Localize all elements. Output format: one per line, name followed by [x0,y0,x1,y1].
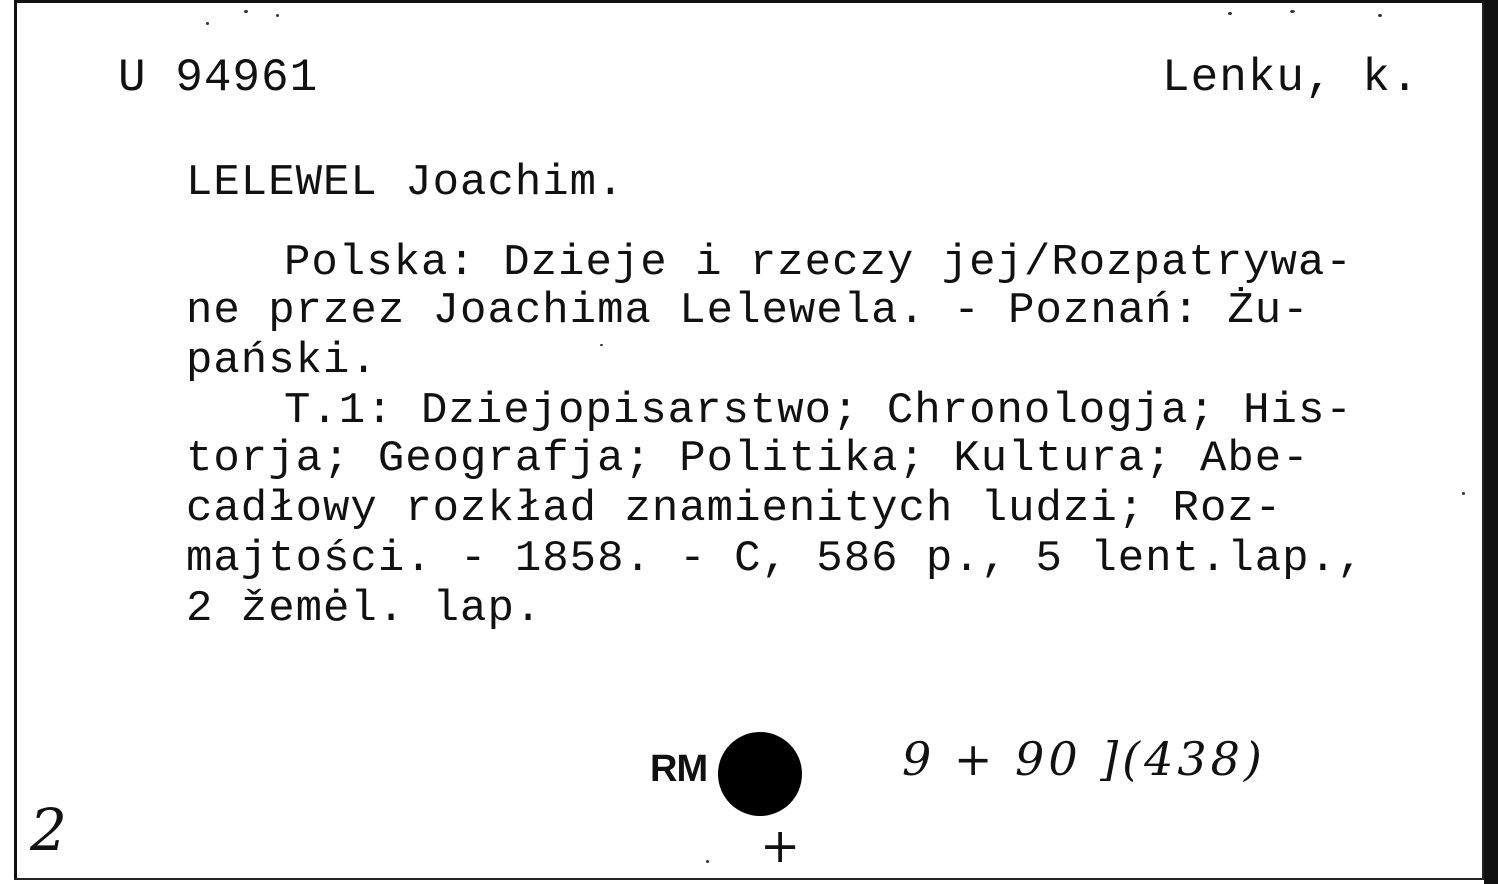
handwritten-reference: 9 + 90 ](438) [902,732,1266,786]
volume-line-2: torja; Geografja; Politika; Kultura; Abe- [186,434,1310,484]
volume-line-5: 2 žemėl. lap. [186,584,543,634]
volume-line-4: majtości. - 1858. - C, 586 p., 5 lent.lap., [186,534,1365,584]
volume-line-1: T.1: Dziejopisarstwo; Chronologja; His- [284,386,1353,436]
volume-line-3: cadłowy rozkład znamienitych ludzi; Roz- [186,484,1283,534]
title-line-3: pański. [186,336,378,386]
call-number: U 94961 [118,52,319,104]
handwritten-plus: + [760,818,801,874]
scan-margin-left [0,0,14,884]
location-code: Lenku, k. [1162,52,1420,104]
scan-edge-right [1484,0,1498,884]
handwritten-mark: 2 [30,796,67,864]
stamp-dot [718,732,802,816]
stamp-label: RM [650,748,708,790]
author-heading: LELEWEL Joachim. [186,158,625,208]
title-line-1: Polska: Dzieje i rzeczy jej/Rozpatrywa- [284,238,1353,288]
title-line-2: ne przez Joachima Lelewela. - Poznań: Żu- [186,286,1310,336]
